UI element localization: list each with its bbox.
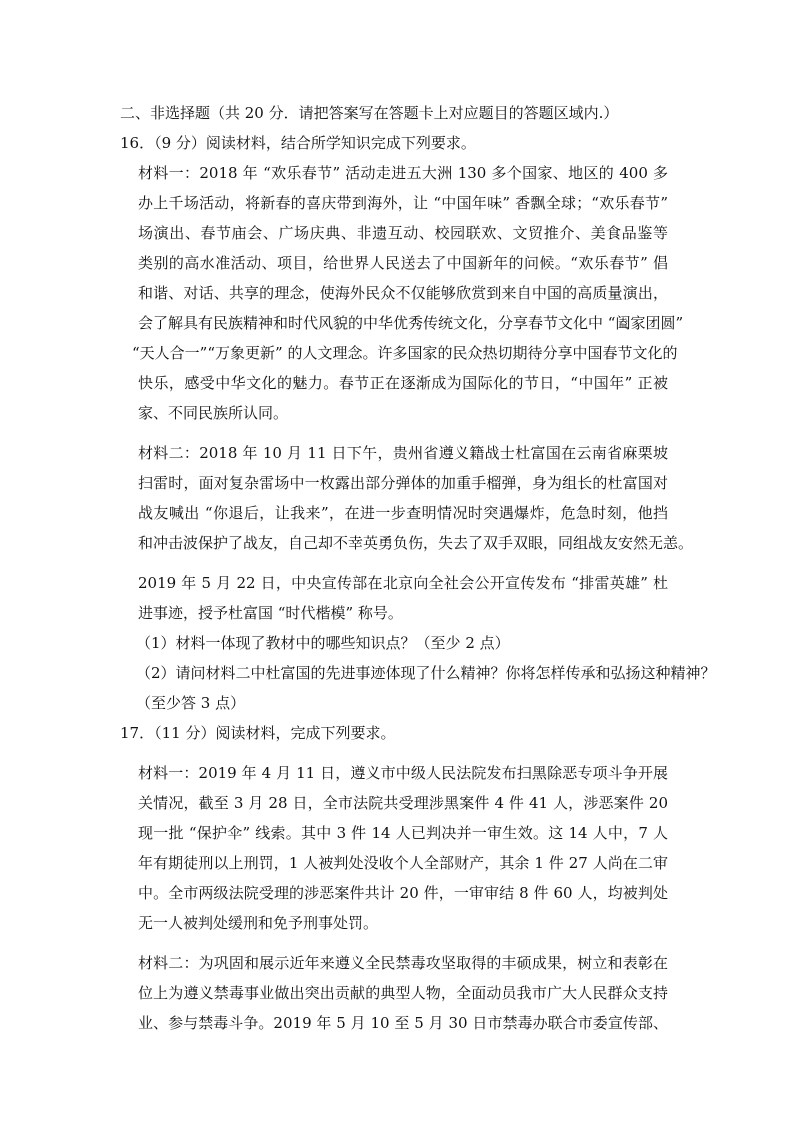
- q17-m1-line-5: 中。全市两级法院受理的涉恶案件共计 20 件，一审审结 8 件 60 人，均被判处: [138, 884, 668, 902]
- section-heading: 二、非选择题（共 20 分．请把答案写在答题卡上对应题目的答题区域内.）: [120, 104, 619, 122]
- q16-m2-line-3: 战友喊出 “你退后，让我来”，在进一步查明情况时突遇爆炸，危急时刻，他挡: [138, 504, 668, 522]
- q16-m1-line-4: 类别的高水准活动、项目，给世界人民送去了中国新年的问候。“欢乐春节” 倡: [138, 254, 668, 272]
- q16-m2-line-1: 材料二：2018 年 10 月 11 日下午，贵州省遵义籍战士杜富国在云南省麻栗坡: [138, 444, 668, 462]
- q16-m1-line-9: 家、不同民族所认同。: [138, 404, 289, 422]
- q16-question-2-line-1: （2）请问材料二中杜富国的先进事迹体现了什么精神？你将怎样传承和弘扬这种精神？: [136, 664, 716, 682]
- q16-m1-line-5: 和谐、对话、共享的理念，使海外民众不仅能够欣赏到来自中国的高质量演出，: [138, 284, 668, 302]
- q16-m1-line-2: 办上千场活动，将新春的喜庆带到海外，让 “中国年味” 香飘全球；“欢乐春节”: [138, 194, 668, 212]
- q17-m2-line-3: 业、参与禁毒斗争。2019 年 5 月 10 至 5 月 30 日市禁毒办联合市委宣传部、: [138, 1014, 668, 1032]
- q17-m2-line-2: 位上为遵义禁毒事业做出突出贡献的典型人物，全面动员我市广大人民群众支持: [138, 984, 668, 1002]
- q16-m1-line-7: “天人合一”“万象更新” 的人文理念。许多国家的民众热切期待分享中国春节文化的: [132, 344, 678, 362]
- q16-m1-line-1: 材料一：2018 年 “欢乐春节” 活动走进五大洲 130 多个国家、地区的 400 多: [138, 164, 668, 182]
- q16-m1-line-6: 会了解具有民族精神和时代风貌的中华优秀传统文化，分享春节文化中 “阖家团圆”: [138, 314, 684, 332]
- q16-stem: 16．（9 分）阅读材料，结合所学知识完成下列要求。: [120, 134, 476, 152]
- q17-m1-line-4: 年有期徒刑以上刑罚，1 人被判处没收个人全部财产，其余 1 件 27 人尚在二审: [138, 854, 668, 872]
- q16-m2-line-2: 扫雷时，面对复杂雷场中一枚露出部分弹体的加重手榴弹，身为组长的杜富国对: [138, 474, 668, 492]
- q17-m1-line-6: 无一人被判处缓刑和免予刑事处罚。: [138, 914, 379, 932]
- q16-m1-line-8: 快乐，感受中华文化的魅力。春节正在逐渐成为国际化的节日，“中国年” 正被: [138, 374, 668, 392]
- q17-m1-line-2: 关情况，截至 3 月 28 日，全市法院共受理涉黑案件 4 件 41 人，涉恶案件 20: [138, 794, 668, 812]
- q16-m2-line-4: 和冲击波保护了战友，自己却不幸英勇负伤，失去了双手双眼，同组战友安然无恙。: [138, 534, 694, 552]
- q17-m1-line-3: 现一批 “保护伞” 线索。其中 3 件 14 人已判决并一审生效。这 14 人中，7 人: [138, 824, 668, 842]
- q16-m1-line-3: 场演出、春节庙会、广场庆典、非遗互动、校园联欢、文贸推介、美食品鉴等: [138, 224, 668, 242]
- q16-m2-line-5: 2019 年 5 月 22 日，中央宣传部在北京向全社会公开宣传发布 “排雷英雄” 杜: [138, 574, 668, 592]
- q17-m1-line-1: 材料一：2019 年 4 月 11 日，遵义市中级人民法院发布扫黑除恶专项斗争开展: [138, 764, 668, 782]
- q17-stem: 17．（11 分）阅读材料，完成下列要求。: [120, 724, 396, 742]
- q16-question-1: （1）材料一体现了教材中的哪些知识点？（至少 2 点）: [136, 634, 510, 652]
- q16-m2-line-6: 进事迹，授予杜富国 “时代楷模” 称号。: [138, 604, 403, 622]
- q17-m2-line-1: 材料二：为巩固和展示近年来遵义全民禁毒攻坚取得的丰硕成果，树立和表彰在: [138, 954, 668, 972]
- q16-question-2-line-2: （至少答 3 点）: [136, 694, 246, 712]
